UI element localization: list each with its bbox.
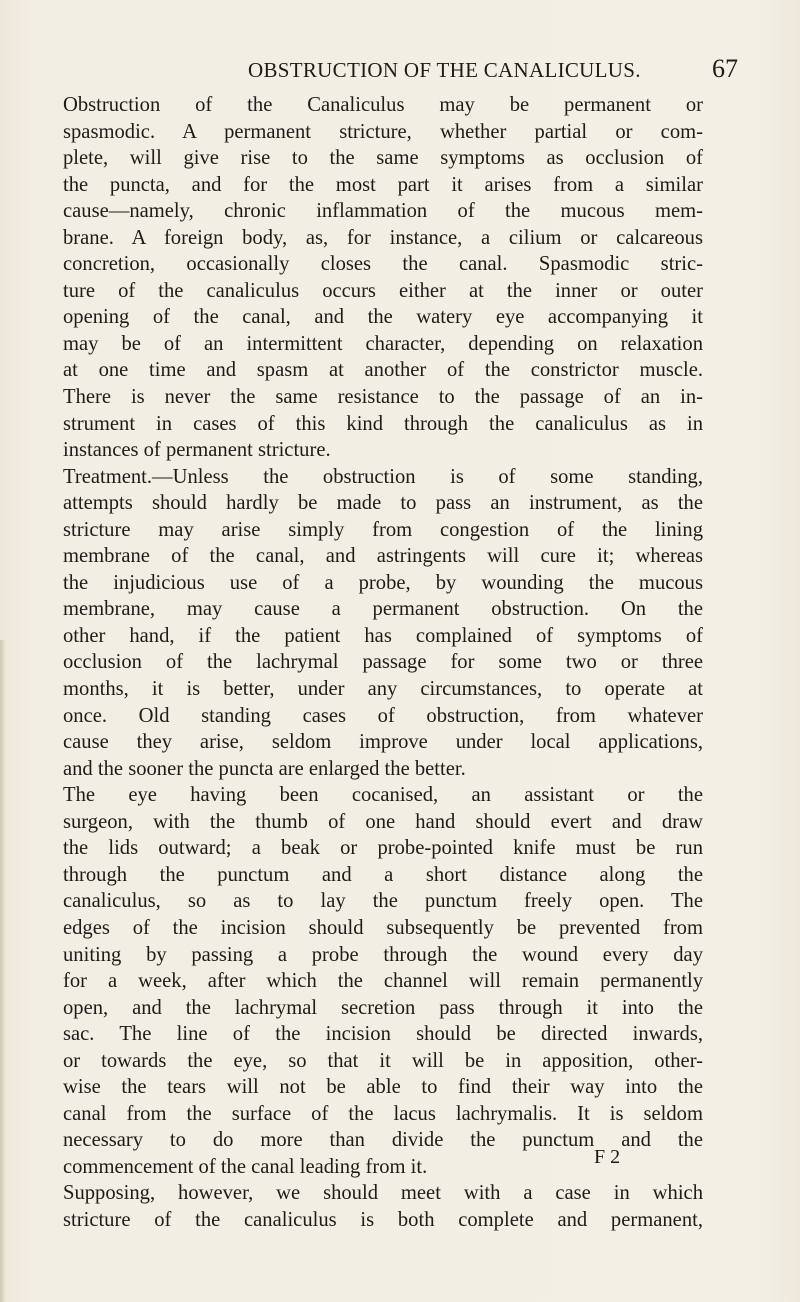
text-line: canal from the surface of the lacus lachrymalis. It is seldom [63, 1102, 703, 1125]
text-line: the lids outward; a beak or probe-pointed knife must be run [63, 837, 703, 860]
running-head [0, 54, 800, 88]
text-line: instances of permanent stricture. [63, 439, 331, 462]
text-line: Supposing, however, we should meet with a case in which [63, 1182, 703, 1205]
text-line: for a week, after which the channel will remain permanently [63, 970, 703, 993]
text-line: cause they arise, seldom improve under local applications, [63, 731, 703, 754]
text-line: concretion, occasionally closes the canal. Spasmodic stric- [63, 253, 703, 276]
text-line: Treatment.—Unless the obstruction is of some standing, [63, 465, 703, 488]
text-line: The eye having been cocanised, an assistant or the [63, 784, 703, 807]
text-line: occlusion of the lachrymal passage for some two or three [63, 651, 703, 674]
text-line: may be of an intermittent character, depending on relaxation [63, 332, 703, 355]
text-line: Obstruction of the Canaliculus may be permanent or [63, 94, 703, 116]
text-line: canaliculus, so as to lay the punctum freely open. The [63, 890, 703, 913]
text-line: cause—namely, chronic inflammation of the mucous mem- [63, 200, 703, 223]
text-line: attempts should hardly be made to pass an instrument, as the [63, 492, 703, 515]
signature-mark: F 2 [594, 1146, 621, 1168]
text-line: membrane of the canal, and astringents will cure it; whereas [63, 545, 703, 568]
text-line: opening of the canal, and the watery eye accompanying it [63, 306, 703, 329]
text-line: at one time and spasm at another of the constrictor muscle. [63, 359, 703, 382]
text-line: through the punctum and a short distance along the [63, 863, 703, 886]
page-number: 67 [712, 54, 738, 83]
text-line: strument in cases of this kind through the canaliculus as in [63, 412, 703, 435]
gutter-shadow [0, 640, 6, 1302]
text-line: edges of the incision should subsequently be prevented from [63, 916, 703, 939]
body-text [63, 92, 703, 1234]
text-line: and the sooner the puncta are enlarged the better. [63, 757, 466, 780]
text-line: There is never the same resistance to the passage of an in- [63, 386, 703, 409]
text-line: spasmodic. A permanent stricture, whether partial or com- [63, 120, 703, 143]
text-line: necessary to do more than divide the punctum and the [63, 1129, 703, 1152]
text-line: uniting by passing a probe through the wound every day [63, 943, 703, 966]
text-line: plete, will give rise to the same symptoms as occlusion of [63, 147, 703, 170]
text-line: brane. A foreign body, as, for instance, a cilium or calcareous [63, 226, 703, 249]
text-line: once. Old standing cases of obstruction, from whatever [63, 704, 703, 727]
text-line: open, and the lachrymal secretion pass through it into the [63, 996, 703, 1019]
text-line: sac. The line of the incision should be directed inwards, [63, 1023, 703, 1046]
text-line: commencement of the canal leading from it. [63, 1155, 428, 1178]
text-line: months, it is better, under any circumstances, to operate at [63, 678, 703, 701]
text-line: or towards the eye, so that it will be in apposition, other- [63, 1049, 703, 1072]
text-line: ture of the canaliculus occurs either at the inner or outer [63, 279, 703, 302]
text-line: membrane, may cause a permanent obstruction. On the [63, 598, 703, 621]
text-line: wise the tears will not be able to find their way into the [63, 1076, 703, 1099]
text-line: other hand, if the patient has complained of symptoms of [63, 624, 703, 647]
text-line: the injudicious use of a probe, by wounding the mucous [63, 571, 703, 594]
running-title: OBSTRUCTION OF THE CANALICULUS. [248, 58, 641, 82]
text-line: stricture may arise simply from congestion of the lining [63, 518, 703, 541]
text-line: surgeon, with the thumb of one hand should evert and draw [63, 810, 703, 833]
text-line: stricture of the canaliculus is both complete and permanent, [63, 1208, 703, 1231]
text-line: the puncta, and for the most part it arises from a similar [63, 173, 703, 196]
